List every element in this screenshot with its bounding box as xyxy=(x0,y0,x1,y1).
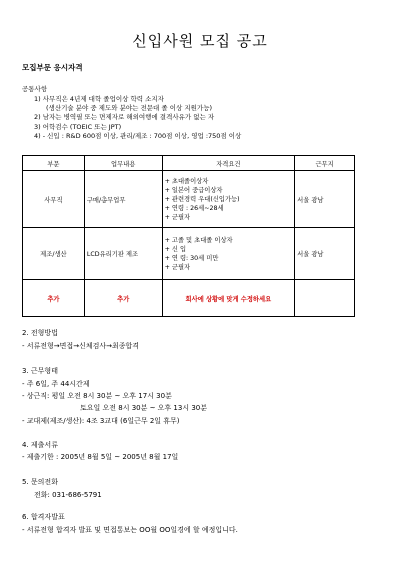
section3-heading: 3. 근무형태 xyxy=(22,367,58,375)
cell-duty: LCD유리기판 제조 xyxy=(84,228,162,280)
qualification-item: 1) 사무직은 4년제 대학 졸업이상 학력 소지자 xyxy=(34,95,164,103)
qualification-item: 3) 어학검수 (TOEIC 또는 JPT) xyxy=(34,123,122,131)
header-location: 근무지 xyxy=(295,156,355,171)
req-item: + 초대졸이상자 xyxy=(164,177,209,185)
req-item: + 연 령: 30세 미만 xyxy=(164,254,219,262)
section6-heading: 6. 합격자발표 xyxy=(22,513,65,521)
section4-heading: 4. 제출서류 xyxy=(22,441,58,449)
cell-duty: 구매/총무업무 xyxy=(84,171,162,228)
section5-line: 전화: 031-686-5791 xyxy=(34,491,102,499)
cell-dept: 추가 xyxy=(23,280,85,317)
table-row xyxy=(23,171,355,228)
cell-reqs: 회사에 상황에 맞게 수정하세요 xyxy=(162,280,295,317)
req-item: + 관련경력 우대(신입가능) xyxy=(164,195,240,203)
table-header-row xyxy=(23,156,355,171)
cell-reqs xyxy=(162,228,295,280)
section1-heading: 모집부문 응시자격 xyxy=(22,63,83,72)
section3-line: 토요일 오전 8시 30분 ~ 오후 13시 30분 xyxy=(80,404,207,412)
header-duty: 업무내용 xyxy=(84,156,162,171)
cell-dept: 사무직 xyxy=(23,171,85,228)
req-item: + 군필자 xyxy=(164,213,191,221)
cell-location xyxy=(295,280,355,317)
section2-line: - 서류전형→면접→신체검사→최종합격 xyxy=(22,342,140,350)
cell-location: 서울 광남 xyxy=(295,228,355,280)
cell-dept: 제조/생산 xyxy=(23,228,85,280)
req-item: + 군필자 xyxy=(164,263,191,271)
qualification-item: 4) - 신입 : R&D 600점 이상, 관리/제조 : 700점 이상, 영업 :750점 이상 xyxy=(34,132,242,140)
section5-heading: 5. 문의전화 xyxy=(22,478,58,486)
table-row xyxy=(23,228,355,280)
qualification-item: (생산기술 분야 중 제도와 분야는 전문대 졸 이상 지원가능) xyxy=(46,104,213,112)
req-item: + 일본어 중급이상자 xyxy=(164,186,223,194)
section4-line: - 제출기한 : 2005년 8월 5일 ~ 2005년 8월 17일 xyxy=(22,453,179,461)
section3-line: - 주 6일, 주 44시간제 xyxy=(22,380,90,388)
section3-line: - 교대제(제조/생산): 4조 3교대 (6일근무 2일 휴무) xyxy=(22,417,180,425)
qualification-item: 2) 남자는 병역필 또는 면제자로 해외여행에 결격사유가 없는 자 xyxy=(34,113,215,121)
header-reqs: 자격요건 xyxy=(162,156,295,171)
cell-duty: 추가 xyxy=(84,280,162,317)
section6-line: - 서류전형 합격자 발표 및 면접통보는 OO월 OO일경에 할 예정입니다. xyxy=(22,526,238,534)
common-label: 공통사항 xyxy=(22,85,48,93)
page-title: 신입사원 모집 공고 xyxy=(132,32,268,50)
header-dept: 부문 xyxy=(23,156,85,171)
table-row xyxy=(23,280,355,317)
req-item: + 신 입 xyxy=(164,245,187,253)
req-item: + 연령 : 26세~28세 xyxy=(164,204,224,212)
section3-line: - 상근직: 평일 오전 8시 30분 ~ 오후 17시 30분 xyxy=(22,392,172,400)
cell-location: 서울 광남 xyxy=(295,171,355,228)
req-item: + 고졸 및 초대졸 이상자 xyxy=(164,236,233,244)
section2-heading: 2. 전형방법 xyxy=(22,329,58,337)
cell-reqs xyxy=(162,171,295,228)
requirements-table xyxy=(22,155,355,317)
